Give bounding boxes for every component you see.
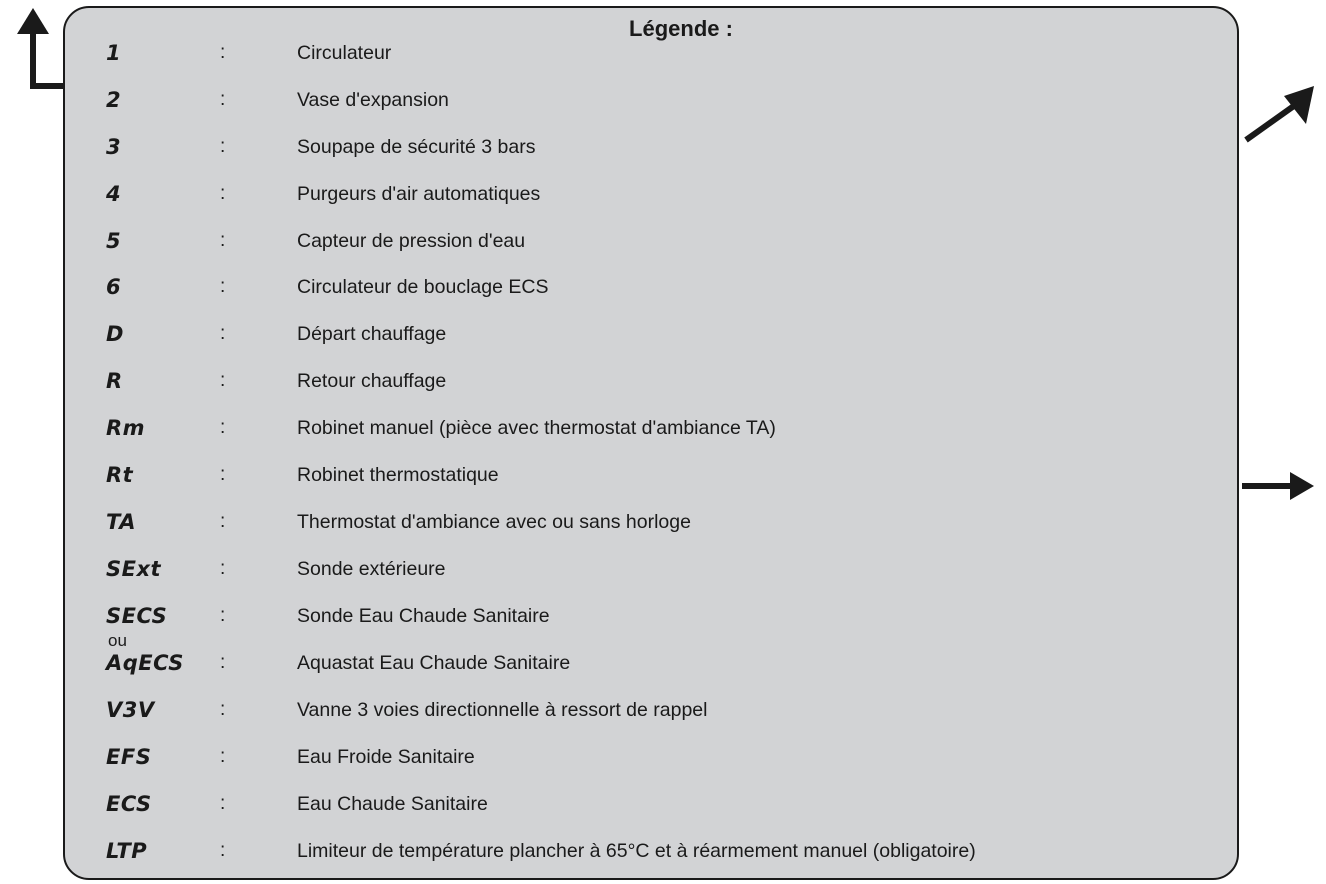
legend-code: SExt [106, 557, 162, 581]
legend-description: Capteur de pression d'eau [297, 230, 526, 252]
legend-code: Rt [106, 463, 134, 487]
legend-description: Robinet manuel (pièce avec thermostat d'ambiance TA) [297, 417, 776, 439]
legend-code: LTP [106, 839, 148, 863]
legend-separator: : [220, 699, 226, 720]
legend-row [0, 124, 1326, 170]
legend-row [0, 77, 1326, 123]
legend-code: D [106, 322, 124, 346]
legend-code: TA [106, 510, 136, 534]
legend-description: Sonde extérieure [297, 558, 446, 580]
legend-row [0, 546, 1326, 592]
legend-description: Départ chauffage [297, 323, 447, 345]
legend-row [0, 687, 1326, 733]
legend-code: EFS [106, 745, 152, 769]
legend-row [0, 405, 1326, 451]
legend-code: AqECS [106, 651, 184, 675]
legend-description: Robinet thermostatique [297, 464, 499, 486]
legend-row [0, 218, 1326, 264]
legend-title: Légende : [629, 16, 733, 41]
legend-code: 1 [106, 41, 122, 65]
legend-separator: : [220, 605, 226, 626]
legend-separator: : [220, 89, 226, 110]
legend-description: Retour chauffage [297, 370, 447, 392]
legend-description: Circulateur de bouclage ECS [297, 276, 549, 298]
legend-row [0, 499, 1326, 545]
legend-separator: : [220, 464, 226, 485]
legend-code: V3V [106, 698, 155, 722]
legend-description: Eau Froide Sanitaire [297, 746, 475, 768]
legend-separator: : [220, 558, 226, 579]
legend-row [0, 734, 1326, 780]
legend-description: Vase d'expansion [297, 89, 449, 111]
legend-separator: : [220, 652, 226, 673]
legend-code: 2 [106, 88, 122, 112]
legend-separator: : [220, 793, 226, 814]
legend-row [0, 30, 1326, 76]
legend-description: Thermostat d'ambiance avec ou sans horloge [297, 511, 691, 533]
legend-row [0, 358, 1326, 404]
legend-code: 5 [106, 229, 122, 253]
legend-description: Soupape de sécurité 3 bars [297, 136, 536, 158]
legend-separator: : [220, 746, 226, 767]
legend-separator: : [220, 136, 226, 157]
legend-code: 6 [106, 275, 122, 299]
legend-row [0, 452, 1326, 498]
legend-code: R [106, 369, 123, 393]
legend-separator: : [220, 323, 226, 344]
legend-separator: : [220, 511, 226, 532]
legend-separator: : [220, 183, 226, 204]
legend-code: ECS [106, 792, 152, 816]
legend-row [0, 264, 1326, 310]
legend-row [0, 828, 1326, 874]
legend-separator: : [220, 230, 226, 251]
legend-row [0, 781, 1326, 827]
legend-separator: : [220, 42, 226, 63]
legend-description: Sonde Eau Chaude Sanitaire [297, 605, 550, 627]
legend-row [0, 171, 1326, 217]
legend-description: Circulateur [297, 42, 392, 64]
legend-row [0, 311, 1326, 357]
legend-code: Rm [106, 416, 146, 440]
legend-separator: : [220, 417, 226, 438]
legend-code: SECS [106, 604, 168, 628]
legend-separator: : [220, 276, 226, 297]
legend-description: Limiteur de température plancher à 65°C et à réarmement manuel (obligatoire) [297, 840, 976, 862]
or-label: ou [108, 631, 127, 650]
legend-row [0, 593, 1326, 639]
legend-description: Vanne 3 voies directionnelle à ressort de rappel [297, 699, 708, 721]
legend-code: 4 [106, 182, 122, 206]
legend-separator: : [220, 840, 226, 861]
legend-description: Eau Chaude Sanitaire [297, 793, 488, 815]
legend-separator: : [220, 370, 226, 391]
legend-description: Purgeurs d'air automatiques [297, 183, 541, 205]
legend-description: Aquastat Eau Chaude Sanitaire [297, 652, 571, 674]
legend-row [0, 640, 1326, 686]
legend-code: 3 [106, 135, 122, 159]
